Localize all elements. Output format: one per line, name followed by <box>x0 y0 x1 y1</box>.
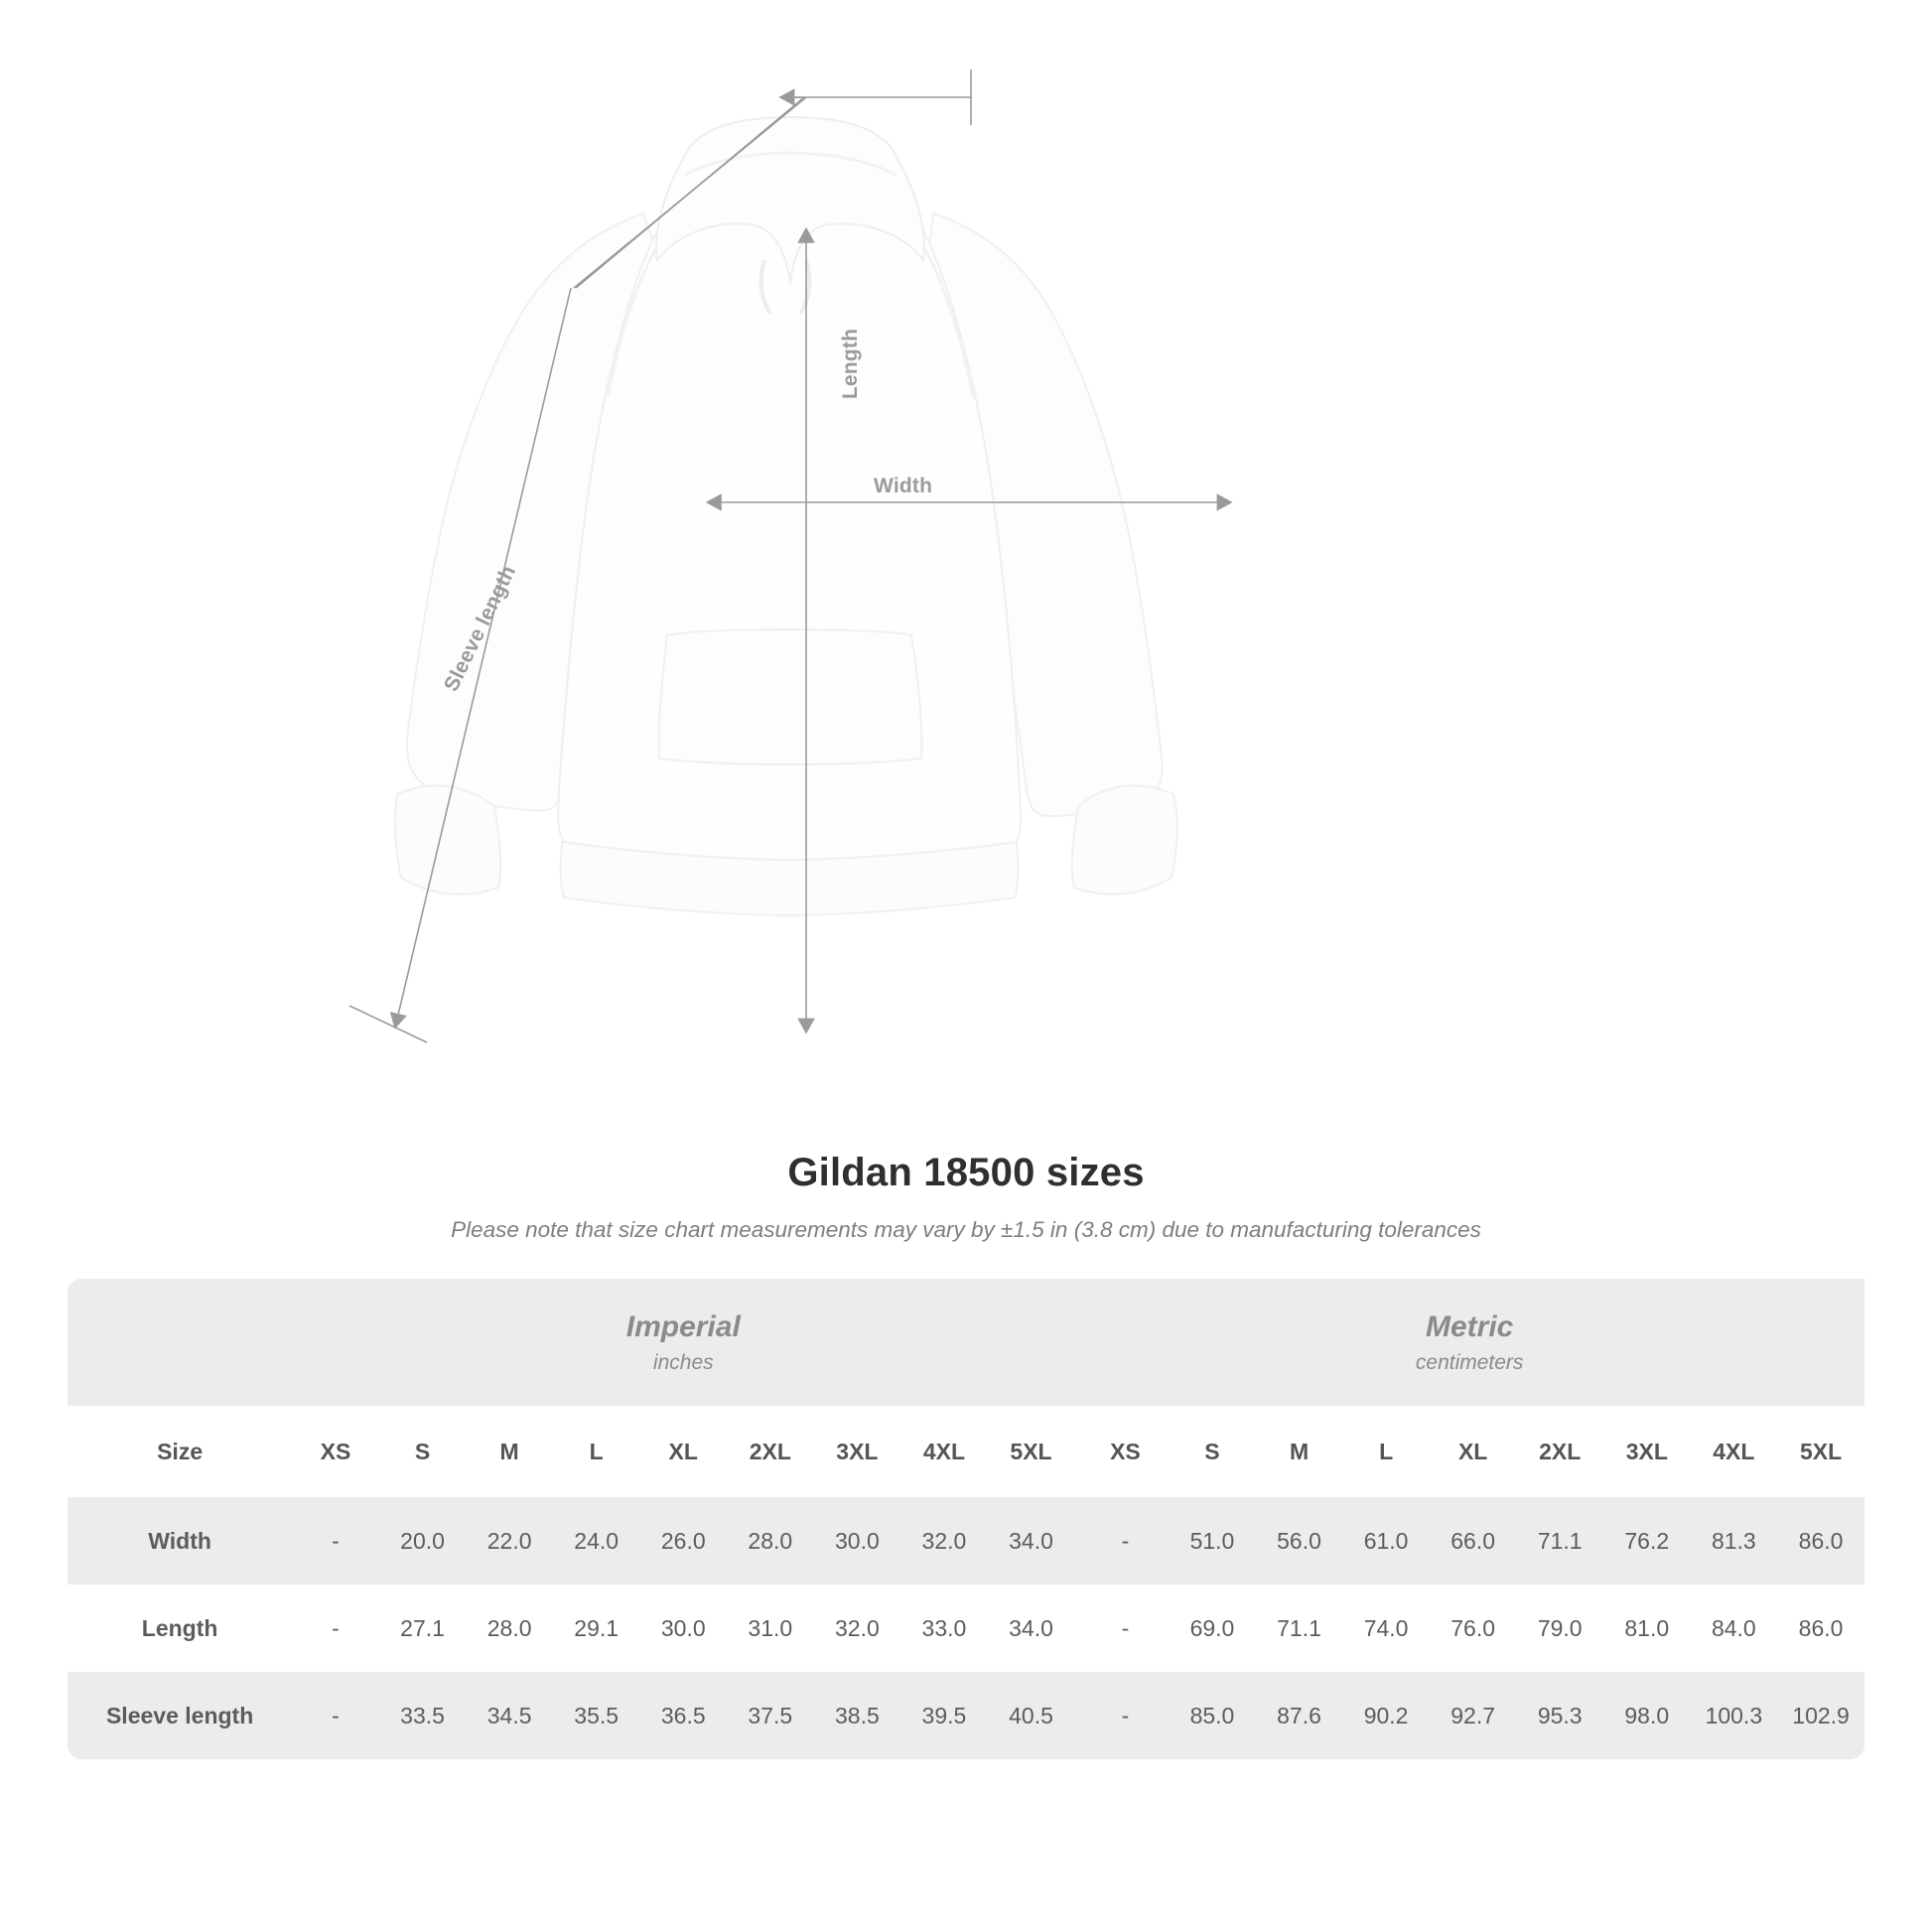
cell-width-met-0: - <box>1082 1497 1170 1585</box>
size-header-met-1: S <box>1169 1406 1256 1497</box>
metric-name: Metric <box>1425 1310 1514 1343</box>
size-header-met-7: 4XL <box>1691 1406 1778 1497</box>
tolerance-note: Please note that size chart measurements may vary by ±1.5 in (3.8 cm) due to manufacturing tolerances <box>451 1217 1481 1242</box>
size-table-wrapper <box>68 1279 1864 1759</box>
cell-length-imp-0: - <box>292 1585 379 1672</box>
cell-sleeve-met-1: 85.0 <box>1169 1672 1256 1759</box>
cell-width-imp-4: 26.0 <box>639 1497 727 1585</box>
cell-length-met-7: 84.0 <box>1691 1585 1778 1672</box>
size-header-met-8: 5XL <box>1777 1406 1864 1497</box>
cell-length-imp-6: 32.0 <box>814 1585 901 1672</box>
cell-sleeve-met-6: 98.0 <box>1603 1672 1691 1759</box>
size-header-label: Size <box>68 1406 292 1497</box>
cell-length-imp-4: 30.0 <box>639 1585 727 1672</box>
table-gap-length <box>1074 1585 1081 1672</box>
cell-width-met-1: 51.0 <box>1169 1497 1256 1585</box>
cell-width-imp-8: 34.0 <box>988 1497 1075 1585</box>
size-header-imp-0: XS <box>292 1406 379 1497</box>
cell-sleeve-met-5: 95.3 <box>1516 1672 1603 1759</box>
cell-width-met-5: 71.1 <box>1516 1497 1603 1585</box>
cell-width-imp-2: 22.0 <box>466 1497 553 1585</box>
cell-sleeve-met-0: - <box>1082 1672 1170 1759</box>
cell-sleeve-imp-3: 35.5 <box>553 1672 640 1759</box>
size-header-imp-4: XL <box>639 1406 727 1497</box>
table-row-width <box>68 1497 1864 1585</box>
size-header-row <box>68 1406 1864 1497</box>
units-metric-cell <box>1074 1279 1864 1406</box>
cell-length-met-5: 79.0 <box>1516 1585 1603 1672</box>
cell-length-imp-7: 33.0 <box>900 1585 988 1672</box>
cell-sleeve-imp-1: 33.5 <box>379 1672 467 1759</box>
cell-width-met-3: 61.0 <box>1342 1497 1430 1585</box>
size-header-imp-3: L <box>553 1406 640 1497</box>
cell-width-imp-0: - <box>292 1497 379 1585</box>
table-row-sleeve-length <box>68 1672 1864 1759</box>
cell-width-imp-3: 24.0 <box>553 1497 640 1585</box>
sleeve-length-label: Sleeve length <box>440 561 521 696</box>
cell-width-met-7: 81.3 <box>1691 1497 1778 1585</box>
cell-sleeve-imp-7: 39.5 <box>900 1672 988 1759</box>
title-block <box>0 1151 1932 1243</box>
metric-sub: centimeters <box>1415 1350 1524 1374</box>
cell-sleeve-met-8: 102.9 <box>1777 1672 1864 1759</box>
units-corner-cell <box>68 1279 292 1406</box>
cell-sleeve-imp-8: 40.5 <box>988 1672 1075 1759</box>
imperial-name: Imperial <box>625 1310 741 1343</box>
cell-width-imp-1: 20.0 <box>379 1497 467 1585</box>
size-header-imp-1: S <box>379 1406 467 1497</box>
cell-length-imp-2: 28.0 <box>466 1585 553 1672</box>
cell-length-imp-3: 29.1 <box>553 1585 640 1672</box>
size-header-imp-7: 4XL <box>900 1406 988 1497</box>
table-row-length <box>68 1585 1864 1672</box>
cell-length-imp-5: 31.0 <box>727 1585 814 1672</box>
cell-sleeve-imp-6: 38.5 <box>814 1672 901 1759</box>
size-header-met-0: XS <box>1082 1406 1170 1497</box>
cell-width-imp-5: 28.0 <box>727 1497 814 1585</box>
size-header-imp-6: 3XL <box>814 1406 901 1497</box>
size-header-met-5: 2XL <box>1516 1406 1603 1497</box>
size-header-imp-8: 5XL <box>988 1406 1075 1497</box>
cell-length-imp-1: 27.1 <box>379 1585 467 1672</box>
length-label: Length <box>839 328 862 399</box>
cell-length-imp-8: 34.0 <box>988 1585 1075 1672</box>
cell-sleeve-imp-2: 34.5 <box>466 1672 553 1759</box>
cell-length-met-4: 76.0 <box>1430 1585 1517 1672</box>
cell-sleeve-met-4: 92.7 <box>1430 1672 1517 1759</box>
size-header-met-3: L <box>1342 1406 1430 1497</box>
table-gap-width <box>1074 1497 1081 1585</box>
cell-width-imp-7: 32.0 <box>900 1497 988 1585</box>
cell-width-imp-6: 30.0 <box>814 1497 901 1585</box>
row-label-sleeve-length: Sleeve length <box>68 1672 292 1759</box>
cell-sleeve-imp-4: 36.5 <box>639 1672 727 1759</box>
cell-sleeve-met-2: 87.6 <box>1256 1672 1343 1759</box>
size-header-imp-2: M <box>466 1406 553 1497</box>
width-label: Width <box>874 475 933 497</box>
row-label-width: Width <box>68 1497 292 1585</box>
row-label-length: Length <box>68 1585 292 1672</box>
size-header-met-6: 3XL <box>1603 1406 1691 1497</box>
cell-sleeve-met-3: 90.2 <box>1342 1672 1430 1759</box>
hoodie-artwork <box>395 117 1177 915</box>
size-header-met-4: XL <box>1430 1406 1517 1497</box>
cell-width-met-8: 86.0 <box>1777 1497 1864 1585</box>
cell-length-met-8: 86.0 <box>1777 1585 1864 1672</box>
cell-width-met-2: 56.0 <box>1256 1497 1343 1585</box>
size-header-imp-5: 2XL <box>727 1406 814 1497</box>
page-title: Gildan 18500 sizes <box>787 1151 1145 1194</box>
cell-length-met-6: 81.0 <box>1603 1585 1691 1672</box>
table-gap-head <box>1074 1406 1081 1497</box>
cell-length-met-2: 71.1 <box>1256 1585 1343 1672</box>
cell-width-met-6: 76.2 <box>1603 1497 1691 1585</box>
cell-sleeve-met-7: 100.3 <box>1691 1672 1778 1759</box>
cell-sleeve-imp-0: - <box>292 1672 379 1759</box>
cell-sleeve-imp-5: 37.5 <box>727 1672 814 1759</box>
units-header-row <box>68 1279 1864 1406</box>
table-gap-sleeve <box>1074 1672 1081 1759</box>
size-header-met-2: M <box>1256 1406 1343 1497</box>
units-imperial-cell <box>292 1279 1074 1406</box>
cell-length-met-3: 74.0 <box>1342 1585 1430 1672</box>
cell-length-met-0: - <box>1082 1585 1170 1672</box>
size-table <box>68 1279 1864 1759</box>
cell-length-met-1: 69.0 <box>1169 1585 1256 1672</box>
cell-width-met-4: 66.0 <box>1430 1497 1517 1585</box>
imperial-sub: inches <box>652 1350 714 1374</box>
